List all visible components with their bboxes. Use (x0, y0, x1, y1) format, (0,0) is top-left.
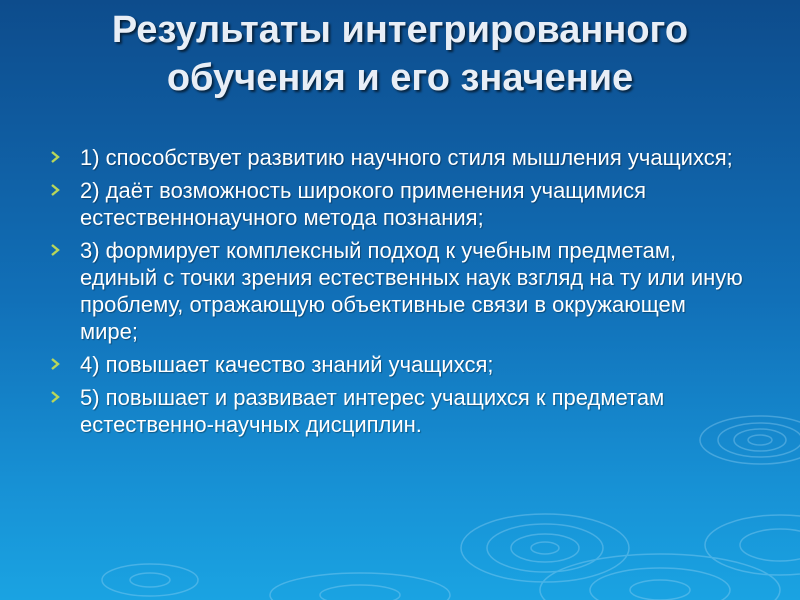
bullet-text: 5) повышает и развивает интерес учащихся к предметам естественно-научных дисциплин. (80, 385, 665, 437)
slide-title-line-2: обучения и его значение (166, 57, 634, 99)
bullet-item-5 (46, 384, 746, 438)
bullet-list (46, 144, 746, 444)
bullet-item-4 (46, 351, 746, 378)
bullet-item-3 (46, 237, 746, 345)
slide-title (40, 6, 760, 102)
arrow-bullet-icon (48, 243, 62, 257)
slide-title-line-1: Результаты интегрированного (111, 9, 689, 51)
bullet-text: 1) способствует развитию научного стиля мышления учащихся; (80, 145, 733, 170)
arrow-bullet-icon (48, 390, 62, 404)
arrow-bullet-icon (48, 150, 62, 164)
bullet-text: 4) повышает качество знаний учащихся; (80, 352, 494, 377)
bullet-text: 2) даёт возможность широкого применения учащимися естественнонаучного метода познания; (80, 178, 647, 230)
arrow-bullet-icon (48, 357, 62, 371)
bullet-item-2 (46, 177, 746, 231)
bullet-item-1 (46, 144, 746, 171)
bullet-text: 3) формирует комплексный подход к учебным предметам, единый с точки зрения естественных наук взгляд на ту или иную проблему, отражающую объективные связи в окружающем мире; (80, 238, 743, 344)
arrow-bullet-icon (48, 183, 62, 197)
